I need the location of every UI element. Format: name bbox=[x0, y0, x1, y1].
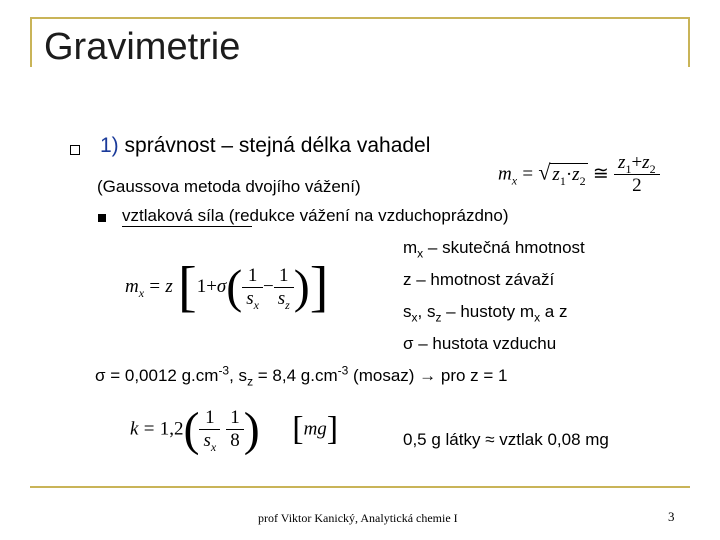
formula-gauss-plus: + bbox=[631, 152, 643, 173]
right-paren-icon: ) bbox=[293, 260, 310, 314]
def-end-text: a z bbox=[540, 302, 568, 321]
formula-buoy-sigma: σ bbox=[216, 276, 227, 298]
formula-corr-eq: = bbox=[143, 418, 155, 440]
frac2-num: 1 bbox=[274, 265, 294, 288]
formula-gauss-lhs-sub: x bbox=[511, 173, 518, 188]
definition-sx-sz bbox=[403, 302, 568, 325]
frame-right-line bbox=[688, 17, 690, 67]
def-s-text: , s bbox=[417, 302, 436, 321]
formula-buoy-z: z bbox=[165, 276, 173, 298]
formula-buoyancy bbox=[125, 255, 328, 319]
definition-z bbox=[403, 270, 554, 290]
formula-buoy-one: 1 bbox=[196, 276, 207, 298]
formula-corr-k: k bbox=[130, 418, 139, 440]
frac1-den-sub: x bbox=[253, 297, 259, 312]
formula-gauss-z1: z bbox=[552, 163, 560, 185]
values-sz-sub: z bbox=[247, 374, 254, 389]
def-mx-text: – skutečná hmotnost bbox=[423, 238, 585, 257]
left-paren-icon: ( bbox=[226, 260, 243, 314]
frac1-num: 1 bbox=[242, 265, 263, 288]
def-sz-sub: z bbox=[435, 310, 442, 325]
formula-buoy-eq: = bbox=[149, 276, 161, 298]
frac2-den-sub: z bbox=[285, 297, 290, 312]
formula-gauss-eq: = bbox=[522, 163, 534, 185]
formula-corr-frac1 bbox=[199, 407, 220, 452]
point1-number: 1) bbox=[100, 134, 119, 157]
formula-buoy-frac2 bbox=[274, 265, 294, 310]
values-tail: (mosaz) → pro z = 1 bbox=[348, 366, 508, 385]
def-mx-sub: x bbox=[417, 246, 424, 261]
formula-buoy-lhs: m bbox=[125, 276, 139, 298]
def-mx2-sub: x bbox=[534, 310, 541, 325]
formula-gauss-dot: · bbox=[565, 163, 573, 185]
definition-sigma bbox=[403, 334, 556, 354]
formula-gauss-den: 2 bbox=[632, 175, 642, 196]
formula-correction bbox=[130, 402, 338, 457]
right-bracket-icon: ] bbox=[309, 256, 329, 318]
def-s-sub: x bbox=[411, 310, 418, 325]
filled-square-bullet-icon bbox=[98, 214, 106, 222]
values-s: , s bbox=[229, 366, 248, 385]
formula-gauss-lhs: m bbox=[498, 163, 512, 185]
frame-top-line bbox=[30, 17, 690, 19]
formula-gauss-num-z2: z bbox=[642, 152, 650, 173]
subpoint-label: vztlaková síla (redukce vážení na vzduchoprázdno) bbox=[122, 206, 509, 225]
def-z-sym: z bbox=[403, 270, 412, 289]
values-exp1: -3 bbox=[218, 363, 230, 378]
def-s-sym: s bbox=[403, 302, 412, 321]
formula-gauss-num-sub2: 2 bbox=[649, 161, 656, 176]
formula-buoy-lhs-sub: x bbox=[138, 285, 145, 300]
formula-gauss-z2-sub: 2 bbox=[579, 173, 586, 188]
frame-left-line bbox=[30, 17, 32, 67]
footer-author: prof Viktor Kanický, Analytická chemie I bbox=[258, 511, 458, 525]
formula-buoy-plus: + bbox=[206, 276, 217, 298]
def-sigma-text: – hustota vzduchu bbox=[413, 334, 557, 353]
unit-left-bracket-icon: [ bbox=[292, 410, 304, 448]
formula-corr-frac2 bbox=[226, 407, 244, 452]
right-paren-icon: ) bbox=[243, 403, 260, 456]
values-exp2: -3 bbox=[337, 363, 349, 378]
formula-buoy-frac1 bbox=[242, 265, 263, 310]
point1-line bbox=[100, 134, 430, 158]
corr-frac1-den-sub: x bbox=[210, 439, 217, 454]
values-sigma: σ = 0,0012 g.cm bbox=[95, 366, 219, 385]
result-text: 0,5 g látky ≈ vztlak 0,08 mg bbox=[403, 430, 609, 449]
formula-corr-unit: mg bbox=[303, 418, 327, 440]
values-sz: = 8,4 g.cm bbox=[253, 366, 338, 385]
def-z-text: – hmotnost závaží bbox=[411, 270, 555, 289]
formula-gauss-num-sub1: 1 bbox=[625, 161, 632, 176]
footer-line bbox=[30, 486, 690, 488]
subpoint-text bbox=[122, 206, 508, 226]
frac2-den: s bbox=[277, 287, 286, 309]
point1-text: správnost – stejná délka vahadel bbox=[124, 134, 431, 157]
page-number: 3 bbox=[668, 509, 675, 524]
values-line bbox=[95, 363, 508, 389]
corr-frac2-num: 1 bbox=[226, 407, 244, 430]
corr-frac1-num: 1 bbox=[199, 407, 220, 430]
def-sigma-sym: σ bbox=[403, 334, 414, 353]
def-density-text: – hustoty m bbox=[441, 302, 535, 321]
formula-buoy-minus: − bbox=[263, 276, 274, 298]
formula-gauss-num-z1: z bbox=[618, 152, 626, 173]
formula-gauss-fraction bbox=[614, 152, 660, 197]
sqrt-icon: √ bbox=[538, 159, 551, 185]
formula-gauss-z2: z bbox=[572, 163, 580, 185]
unit-right-bracket-icon: ] bbox=[326, 410, 339, 448]
corr-frac1-den: s bbox=[203, 430, 211, 451]
point1-subtext: (Gaussova metoda dvojího vážení) bbox=[97, 177, 361, 196]
hollow-square-bullet-icon bbox=[70, 145, 80, 155]
definition-mx bbox=[403, 238, 585, 261]
subpoint-underline bbox=[122, 226, 252, 227]
formula-gauss-approx: ≅ bbox=[592, 163, 609, 185]
corr-frac2-den: 8 bbox=[230, 430, 240, 451]
formula-corr-coef: 1,2 bbox=[159, 418, 184, 440]
slide-title: Gravimetrie bbox=[44, 26, 241, 68]
formula-gauss bbox=[498, 152, 660, 197]
formula-gauss-z1-sub: 1 bbox=[559, 173, 566, 188]
def-mx-sym: m bbox=[403, 238, 418, 257]
left-bracket-icon: [ bbox=[178, 256, 197, 318]
left-paren-icon: ( bbox=[183, 403, 200, 456]
frac1-den: s bbox=[246, 287, 254, 309]
